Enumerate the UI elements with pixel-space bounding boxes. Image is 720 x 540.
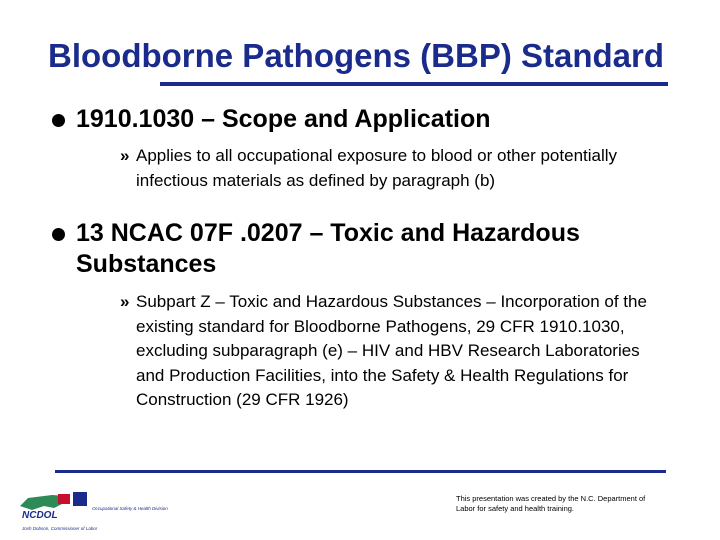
ncdol-logo [18, 488, 178, 534]
bullet-2 [52, 218, 652, 280]
logo-division-text: Occupational Safety & Health Division [92, 506, 168, 511]
bullet-dot-icon [52, 114, 65, 127]
bullet-1 [52, 104, 672, 135]
sub-bullet-2-text: Subpart Z – Toxic and Hazardous Substances – Incorporation of the existing standard for Bloodborne Pathogens, 29 CFR 1910.1030, excluding subparagraph (e) – HIV and HBV Research Laboratories and Production Facilities, into the Safety & Health Regulations for Construction (29 CFR 1926) [136, 292, 647, 409]
flag-icon [58, 494, 70, 504]
sub-bullet-1-text: Applies to all occupational exposure to blood or other potentially infectious materials as defined by paragraph (b) [136, 146, 618, 190]
sub-bullet-1 [120, 144, 666, 193]
bullet-dot-icon [52, 228, 65, 241]
title-divider [160, 82, 668, 86]
bullet-1-text: 1910.1030 – Scope and Application [76, 105, 491, 133]
slide-title: Bloodborne Pathogens (BBP) Standard [48, 37, 665, 74]
sub-bullet-marker: » [120, 292, 130, 311]
sub-bullet-marker: » [120, 146, 130, 165]
sub-bullet-2 [120, 290, 666, 413]
footer-credit: This presentation was created by the N.C. Department of Labor for safety and health training. [456, 494, 646, 513]
logo-tagline-text: Josh Dobson, Commissioner of Labor [22, 526, 98, 531]
footer-divider [55, 470, 666, 473]
bullet-2-text: 13 NCAC 07F .0207 – Toxic and Hazardous Substances [76, 219, 580, 278]
safety-badge-icon [73, 492, 87, 506]
logo-org-text: NCDOL [22, 510, 58, 521]
